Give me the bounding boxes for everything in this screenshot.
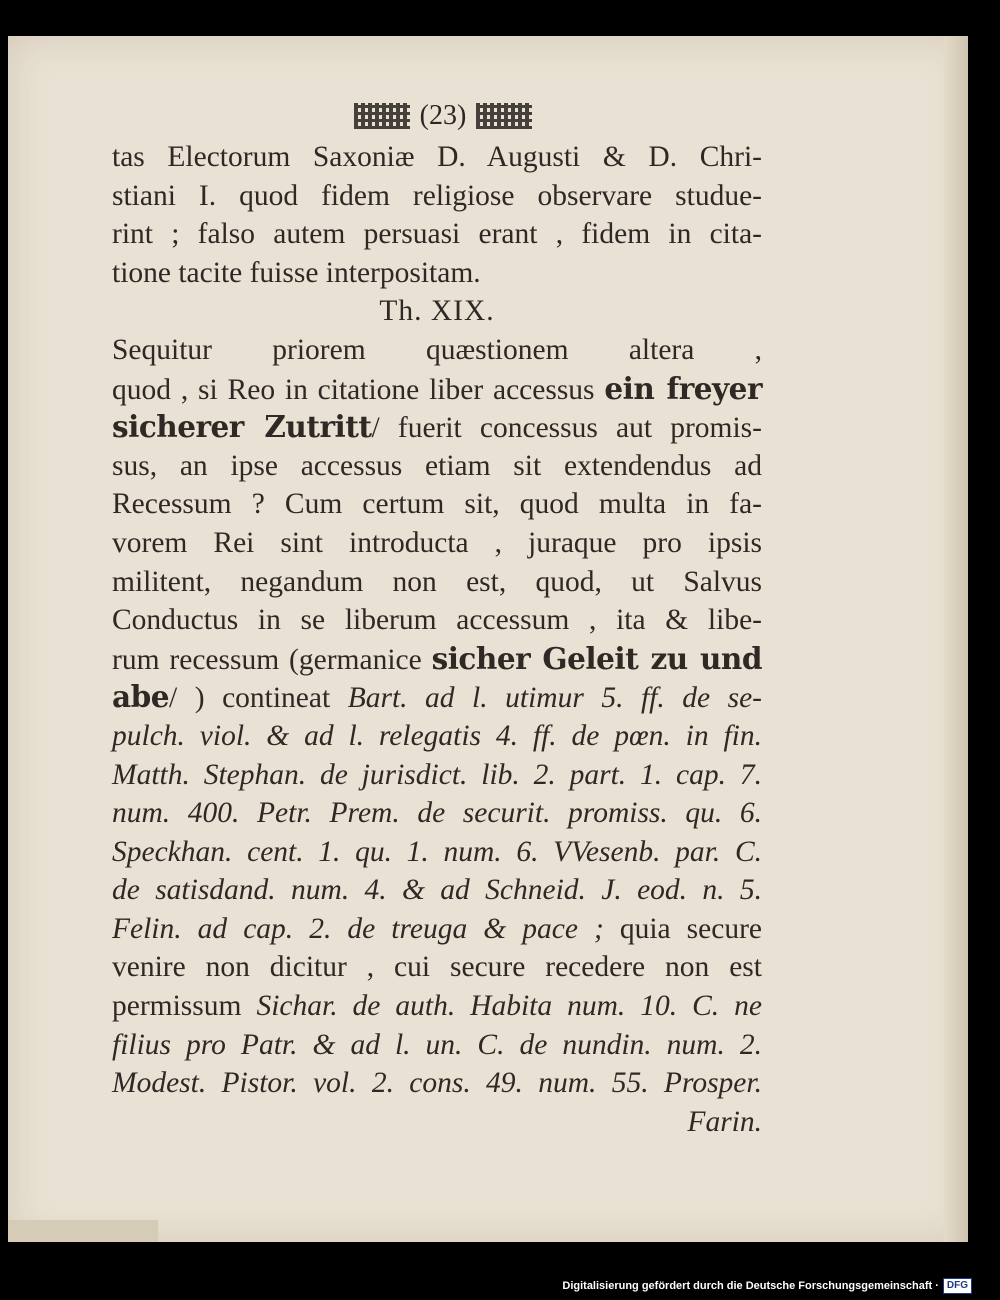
citation: Farin. [687,1105,762,1138]
text-line [112,331,762,370]
body-text [112,138,762,1141]
page-fold [8,1220,158,1242]
citation: num. 400. Petr. Prem. de securit. promiss. qu. 6. [112,797,762,830]
text-line [112,1064,762,1103]
citation: Speckhan. cent. 1. qu. 1. num. 6. VVesenb. par. C. [112,835,762,868]
text-line [112,678,762,717]
german-phrase: abe [112,679,170,715]
text-line [112,833,762,872]
text-segment: / fuerit concessus aut promis- [371,412,762,445]
text-line [112,292,762,331]
dfg-logo-icon: DFG [943,1278,972,1294]
text-line [112,910,762,949]
text-segment: venire non dicitur , cui secure recedere non est [112,951,762,984]
text-segment: rum recessum (germanice [112,643,432,676]
text-line [112,948,762,987]
text-line [112,717,762,756]
citation: de satisdand. num. 4. & ad Schneid. J. eod. n. 5. [112,874,762,907]
text-line [112,524,762,563]
text-line [112,138,762,177]
german-phrase: sicherer Zutritt [112,409,372,445]
citation: filius pro Patr. & ad l. un. C. de nundin. num. 2. [112,1028,762,1061]
book-page [8,36,968,1242]
text-segment: rint ; falso autem persuasi erant , fidem in cita- [112,218,762,251]
left-ornament-icon [354,103,410,129]
text-segment: quia secure [619,912,763,945]
text-line [112,1103,762,1142]
text-line [112,408,762,447]
page-edge [944,36,968,1242]
text-segment: Conductus in se liberum accessum , ita & libe- [112,604,762,637]
citation: Sichar. de auth. Habita num. 10. C. ne [256,990,763,1023]
citation: Modest. Pistor. vol. 2. cons. 49. num. 55. Prosper. [112,1067,762,1100]
text-line [112,601,762,640]
text-line [112,756,762,795]
text-segment: Sequitur priorem quæstionem altera , [112,333,762,366]
text-line [112,871,762,910]
german-phrase: sicher Geleit zu und [431,640,762,676]
text-line [112,640,762,679]
text-line [112,370,762,409]
text-segment: militent, negandum non est, quod, ut Salvus [112,565,762,598]
right-ornament-icon [476,103,532,129]
text-segment: permissum [112,990,257,1023]
citation: pulch. viol. & ad l. relegatis 4. ff. de pœn. in fin. [112,719,762,752]
text-line [112,563,762,602]
text-segment: tione tacite fuisse interpositam. [112,256,481,289]
footer [562,1276,972,1296]
text-line [112,177,762,216]
citation: Matth. Stephan. de jurisdict. lib. 2. part. 1. cap. 7. [112,758,762,791]
text-line [112,794,762,833]
text-line [112,485,762,524]
text-segment: tas Electorum Saxoniæ D. Augusti & D. Chri- [112,141,762,173]
text-line [112,254,762,293]
text-line [112,447,762,486]
text-segment: vorem Rei sint introducta , juraque pro ipsis [112,526,762,559]
text-segment: sus, an ipse accessus etiam sit extendendus ad [112,449,762,482]
text-line [112,215,762,254]
page-number: (23) [419,100,467,131]
text-segment: quod , si Reo in citatione liber accessus [112,373,605,406]
text-segment: stiani I. quod fidem religiose observare studue- [112,179,762,212]
page-header [338,96,548,136]
german-phrase: ein freyer [604,370,762,406]
text-line [112,987,762,1026]
footer-credit: Digitalisierung gefördert durch die Deutsche Forschungsgemeinschaft · [562,1280,939,1292]
citation: Bart. ad l. utimur 5. ff. de se- [347,682,763,715]
citation: Felin. ad cap. 2. de treuga & pace ; [112,912,620,945]
text-line [112,1026,762,1065]
text-segment: / ) contineat [169,682,348,715]
section-heading: Th. XIX. [379,295,495,328]
text-segment: Recessum ? Cum certum sit, quod multa in fa- [112,488,762,521]
